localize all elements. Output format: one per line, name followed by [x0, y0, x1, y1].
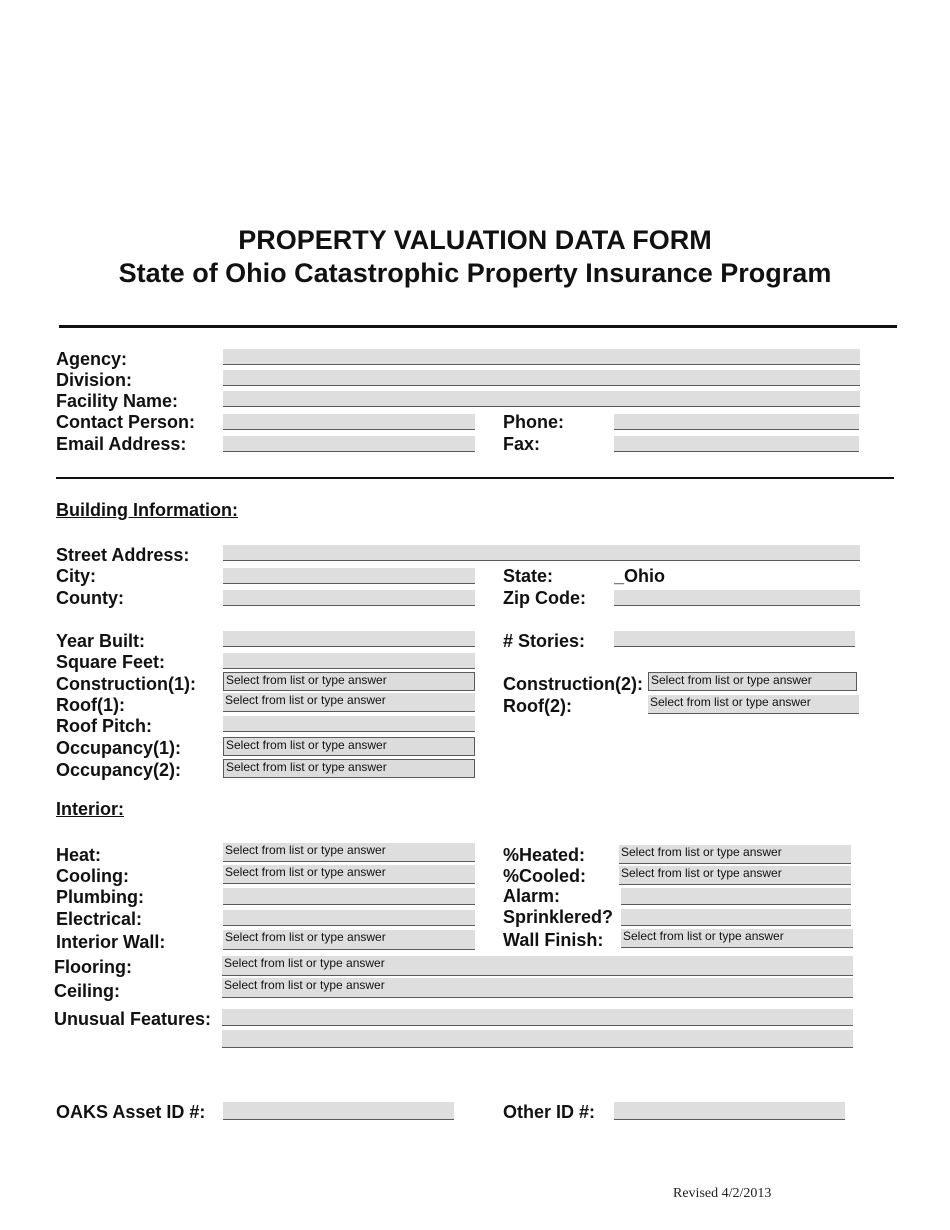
occupancy1-select[interactable]: Select from list or type answer: [223, 737, 475, 756]
form-title: PROPERTY VALUATION DATA FORM: [238, 225, 712, 255]
city-label: City:: [56, 566, 96, 586]
occupancy2-select[interactable]: Select from list or type answer: [223, 759, 475, 778]
zip-code-label: Zip Code:: [503, 588, 586, 608]
email-address-label: Email Address:: [56, 434, 187, 454]
unusual-features-label: Unusual Features:: [54, 1009, 212, 1029]
construction1-label: Construction(1):: [56, 674, 196, 694]
county-field[interactable]: [223, 590, 475, 606]
flooring-label: Flooring:: [54, 957, 132, 977]
facility-name-field[interactable]: [223, 391, 860, 407]
interior-wall-select[interactable]: Select from list or type answer: [223, 930, 475, 950]
year-built-field[interactable]: [223, 631, 475, 647]
ceiling-label: Ceiling:: [54, 981, 120, 1001]
agency-label: Agency:: [56, 349, 128, 369]
occupancy1-label: Occupancy(1):: [56, 738, 182, 758]
stories-label: # Stories:: [503, 631, 586, 651]
other-id-field[interactable]: [614, 1102, 845, 1120]
unusual-features-field-2[interactable]: [222, 1030, 853, 1048]
stories-field[interactable]: [614, 631, 855, 647]
square-feet-label: Square Feet:: [56, 652, 166, 672]
ceiling-select[interactable]: Select from list or type answer: [222, 978, 853, 998]
heat-label: Heat:: [56, 845, 102, 865]
header-divider: [59, 325, 897, 328]
state-field[interactable]: _Ohio: [614, 566, 666, 586]
contact-person-field[interactable]: [223, 414, 475, 430]
fax-label: Fax:: [503, 434, 541, 454]
construction2-select[interactable]: Select from list or type answer: [648, 672, 857, 691]
unusual-features-field-1[interactable]: [222, 1009, 853, 1026]
building-info-heading: Building Information:: [56, 500, 238, 520]
roof1-select[interactable]: Select from list or type answer: [223, 693, 475, 712]
heat-select[interactable]: Select from list or type answer: [223, 843, 475, 862]
interior-heading: Interior:: [56, 799, 125, 819]
roof2-select[interactable]: Select from list or type answer: [648, 695, 859, 714]
revision-date: Revised 4/2/2013: [673, 1186, 772, 1201]
phone-label: Phone:: [503, 412, 564, 432]
form-subtitle: State of Ohio Catastrophic Property Insurance Program: [118, 258, 832, 288]
cooled-label: %Cooled:: [503, 866, 586, 886]
roof1-label: Roof(1):: [56, 695, 125, 715]
alarm-label: Alarm:: [503, 886, 561, 906]
wall-finish-select[interactable]: Select from list or type answer: [621, 929, 853, 948]
division-label: Division:: [56, 370, 133, 390]
construction2-label: Construction(2):: [503, 674, 643, 694]
county-label: County:: [56, 588, 124, 608]
square-feet-field[interactable]: [223, 653, 475, 669]
oaks-asset-id-label: OAKS Asset ID #:: [56, 1102, 206, 1122]
contact-person-label: Contact Person:: [56, 412, 196, 432]
city-field[interactable]: [223, 568, 475, 584]
cooling-select[interactable]: Select from list or type answer: [223, 865, 475, 884]
section-divider: [56, 477, 894, 479]
plumbing-label: Plumbing:: [56, 887, 144, 907]
wall-finish-label: Wall Finish:: [503, 930, 604, 950]
alarm-field[interactable]: [621, 888, 851, 905]
zip-code-field[interactable]: [614, 590, 860, 606]
year-built-label: Year Built:: [56, 631, 146, 651]
heated-select[interactable]: Select from list or type answer: [619, 845, 851, 864]
email-address-field[interactable]: [223, 436, 475, 452]
oaks-asset-id-field[interactable]: [223, 1102, 454, 1120]
street-address-label: Street Address:: [56, 545, 190, 565]
street-address-field[interactable]: [223, 545, 860, 561]
sprinklered-label: Sprinklered?: [503, 907, 614, 927]
facility-name-label: Facility Name:: [56, 391, 179, 411]
fax-field[interactable]: [614, 436, 859, 452]
roof-pitch-field[interactable]: [223, 716, 475, 732]
agency-field[interactable]: [223, 349, 860, 365]
electrical-field[interactable]: [223, 910, 475, 926]
construction1-select[interactable]: Select from list or type answer: [223, 672, 475, 691]
phone-field[interactable]: [614, 414, 859, 430]
cooling-label: Cooling:: [56, 866, 129, 886]
flooring-select[interactable]: Select from list or type answer: [222, 956, 853, 976]
occupancy2-label: Occupancy(2):: [56, 760, 182, 780]
plumbing-field[interactable]: [223, 888, 475, 905]
other-id-label: Other ID #:: [503, 1102, 596, 1122]
interior-wall-label: Interior Wall:: [56, 932, 166, 952]
electrical-label: Electrical:: [56, 909, 143, 929]
state-label: State:: [503, 566, 554, 586]
roof2-label: Roof(2):: [503, 696, 572, 716]
cooled-select[interactable]: Select from list or type answer: [619, 866, 851, 885]
heated-label: %Heated:: [503, 845, 586, 865]
roof-pitch-label: Roof Pitch:: [56, 716, 152, 736]
division-field[interactable]: [223, 370, 860, 386]
sprinklered-field[interactable]: [621, 909, 851, 926]
